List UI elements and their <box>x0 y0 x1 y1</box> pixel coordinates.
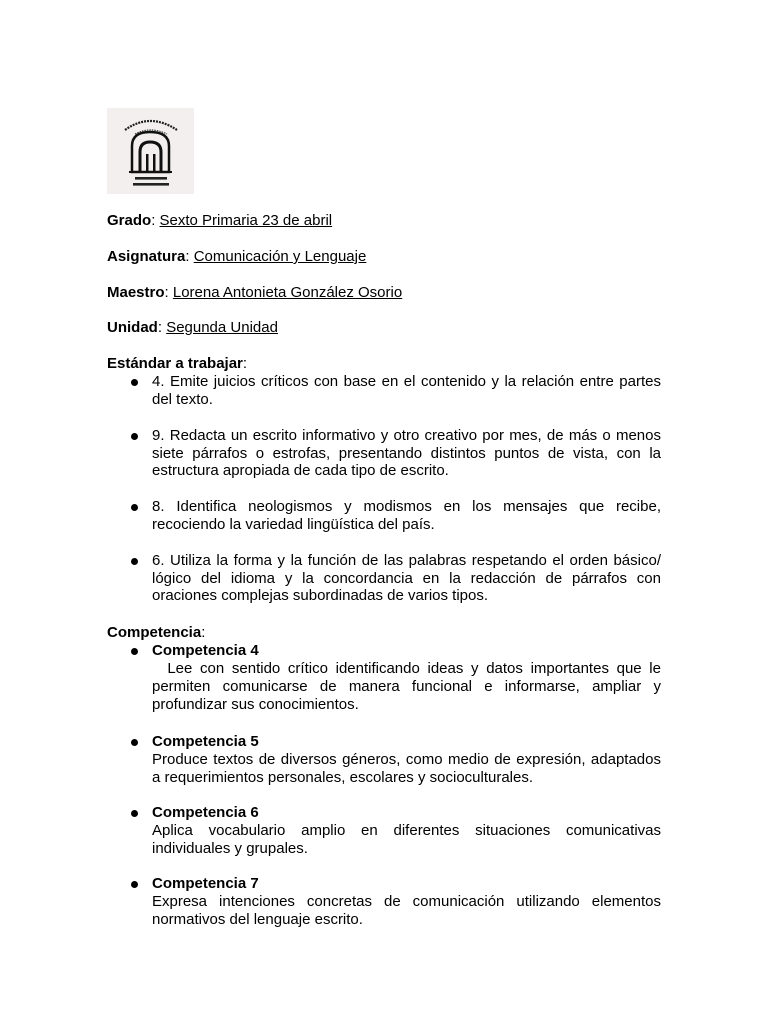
unidad-separator: : <box>157 319 167 336</box>
bullet-icon <box>131 810 138 817</box>
asignatura-label: Asignatura <box>107 248 186 265</box>
competencia-item <box>152 733 661 787</box>
estandar-item-text: 4. Emite juicios críticos con base en el contenido y la relación entre partes del texto. <box>152 373 661 408</box>
grado-value: Sexto Primaria 23 de abril <box>159 212 333 229</box>
maestro-label: Maestro <box>107 284 165 301</box>
estandar-heading <box>107 355 247 373</box>
bullet-icon <box>131 648 138 655</box>
estandar-separator: : <box>242 355 248 372</box>
bullet-icon <box>131 379 138 386</box>
competencia-text: Lee con sentido crítico identificando ideas y datos importantes que le permiten comunicarse de manera funcional e informarse, ampliar y profundizar sus conocimientos. <box>152 659 666 713</box>
maestro-value: Lorena Antonieta González Osorio <box>172 284 403 301</box>
competencia-text: Aplica vocabulario amplio en diferentes situaciones comunicativas individuales y grupales. <box>152 821 661 857</box>
grado-separator: : <box>151 212 160 229</box>
asignatura-line <box>107 248 366 266</box>
estandar-item-text: 8. Identifica neologismos y modismos en los mensajes que recibe, recociendo la variedad lingüística del país. <box>152 498 661 533</box>
competencia-title: Competencia 4 <box>152 642 259 659</box>
bullet-icon <box>131 881 138 888</box>
asignatura-separator: : <box>185 248 194 265</box>
asignatura-value: Comunicación y Lenguaje <box>193 248 367 265</box>
unidad-label: Unidad <box>107 319 158 336</box>
competencia-item <box>152 642 666 714</box>
school-crest-icon <box>107 108 194 194</box>
bullet-icon <box>131 504 138 511</box>
competencia-title: Competencia 5 <box>152 733 259 750</box>
competencia-title: Competencia 7 <box>152 875 259 892</box>
competencia-text: Expresa intenciones concretas de comunicación utilizando elementos normativos del lenguaje escrito. <box>152 892 661 928</box>
bullet-icon <box>131 433 138 440</box>
estandar-item-text: 9. Redacta un escrito informativo y otro creativo por mes, de más o menos siete párrafos o estrofas, presentando distintos puntos de vista, con la estructura apropiada de cada tipo de escrito. <box>152 427 661 480</box>
bullet-icon <box>131 558 138 565</box>
unidad-value: Segunda Unidad <box>166 319 278 336</box>
competencia-separator: : <box>201 624 206 641</box>
unidad-line <box>107 319 278 337</box>
estandar-item-text: 6. Utiliza la forma y la función de las palabras respetando el orden básico/ lógico del idioma y la concordancia en la redacción de párrafos con oraciones complejas subordinadas de varios tipos. <box>152 552 661 605</box>
maestro-line <box>107 284 402 302</box>
grado-label: Grado <box>107 212 152 229</box>
bullet-icon <box>131 739 138 746</box>
competencia-text: Produce textos de diversos géneros, como medio de expresión, adaptados a requerimientos personales, escolares y socioculturales. <box>152 750 661 786</box>
competencia-item <box>152 875 661 929</box>
estandar-label: Estándar a trabajar <box>107 355 243 372</box>
document-page <box>107 108 666 928</box>
grado-line <box>107 212 332 230</box>
competencia-label: Competencia <box>107 624 202 641</box>
competencia-title: Competencia 6 <box>152 804 259 821</box>
competencia-heading <box>107 624 205 642</box>
maestro-separator: : <box>164 284 173 301</box>
school-logo <box>107 108 194 194</box>
competencia-item <box>152 804 661 858</box>
